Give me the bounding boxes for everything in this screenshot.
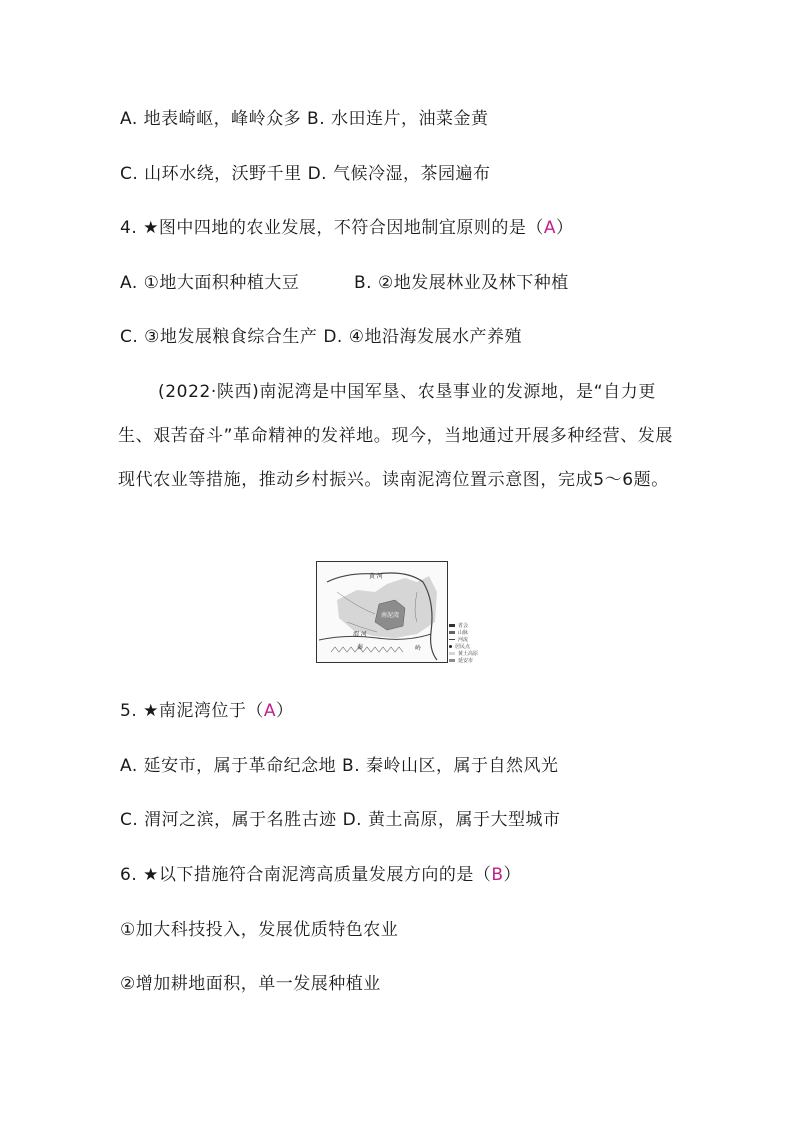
passage-paragraph xyxy=(118,370,678,502)
q3-options-ab: A. 地表崎岖，峰岭众多 B. 水田连片，油菜金黄 xyxy=(120,109,489,129)
map-label-nanniwan: 南泥湾 xyxy=(381,612,400,619)
legend-item: 延安市 xyxy=(449,657,489,664)
q6-stem-text: 6. ★以下措施符合南泥湾高质量发展方向的是（ xyxy=(120,865,492,885)
q3-options-cd: C. 山环水绕，沃野千里 D. 气候冷湿，茶园遍布 xyxy=(120,164,491,184)
map-legend xyxy=(449,622,489,664)
map-label-huanghe: 黄 河 xyxy=(369,573,383,580)
legend-item: 河流 xyxy=(449,636,489,643)
q5-answer: A xyxy=(263,701,277,721)
q6-item-2: ②增加耕地面积，单一发展种植业 xyxy=(120,974,381,994)
q6-stem-close: ） xyxy=(503,865,522,885)
map-label-weihe: 渭 河 xyxy=(353,631,367,638)
q4-options-cd: C. ③地发展粮食综合生产 D. ④地沿海发展水产养殖 xyxy=(120,327,522,347)
map-drawing xyxy=(317,562,447,662)
q6-answer: B xyxy=(491,865,504,885)
map-figure xyxy=(316,561,448,663)
q6-item-1: ①加大科技投入，发展优质特色农业 xyxy=(120,920,399,940)
passage-text: (2022·陕西)南泥湾是中国军垦、农垦事业的发源地，是“自力更生、艰苦奋斗”革命精神的发祥地。现今，当地通过开展多种经营、发展现代农业等措施，推动乡村振兴。读南泥湾位置示意图，完成5～6题。 xyxy=(118,382,674,490)
legend-item: 省会 xyxy=(449,622,489,629)
q4-option-a: A. ①地大面积种植大豆 xyxy=(120,273,300,293)
q4-answer: A xyxy=(543,218,557,238)
q5-stem-close: ） xyxy=(276,701,294,721)
q5-stem xyxy=(120,700,294,722)
q5-stem-text: 5. ★南泥湾位于（ xyxy=(120,701,264,721)
map-label-qinling-2: 岭 xyxy=(415,645,422,652)
q4-option-b: B. ②地发展林业及林下种植 xyxy=(354,273,569,293)
qinling-mountains xyxy=(331,647,403,652)
legend-item: 居民点 xyxy=(449,643,489,650)
map-label-qinling-1: 秦 xyxy=(357,644,364,651)
q4-stem-text: 4. ★图中四地的农业发展，不符合因地制宜原则的是（ xyxy=(120,218,544,238)
q4-stem-close: ） xyxy=(556,218,574,238)
q5-options-ab: A. 延安市，属于革命纪念地 B. 秦岭山区，属于自然风光 xyxy=(120,756,559,776)
q6-stem xyxy=(120,864,521,886)
q5-options-cd: C. 渭河之滨，属于名胜古迹 D. 黄土高原，属于大型城市 xyxy=(120,810,561,830)
legend-item: 黄土高原 xyxy=(449,650,489,657)
legend-item: 山脉 xyxy=(449,629,489,636)
q4-stem xyxy=(120,217,574,239)
